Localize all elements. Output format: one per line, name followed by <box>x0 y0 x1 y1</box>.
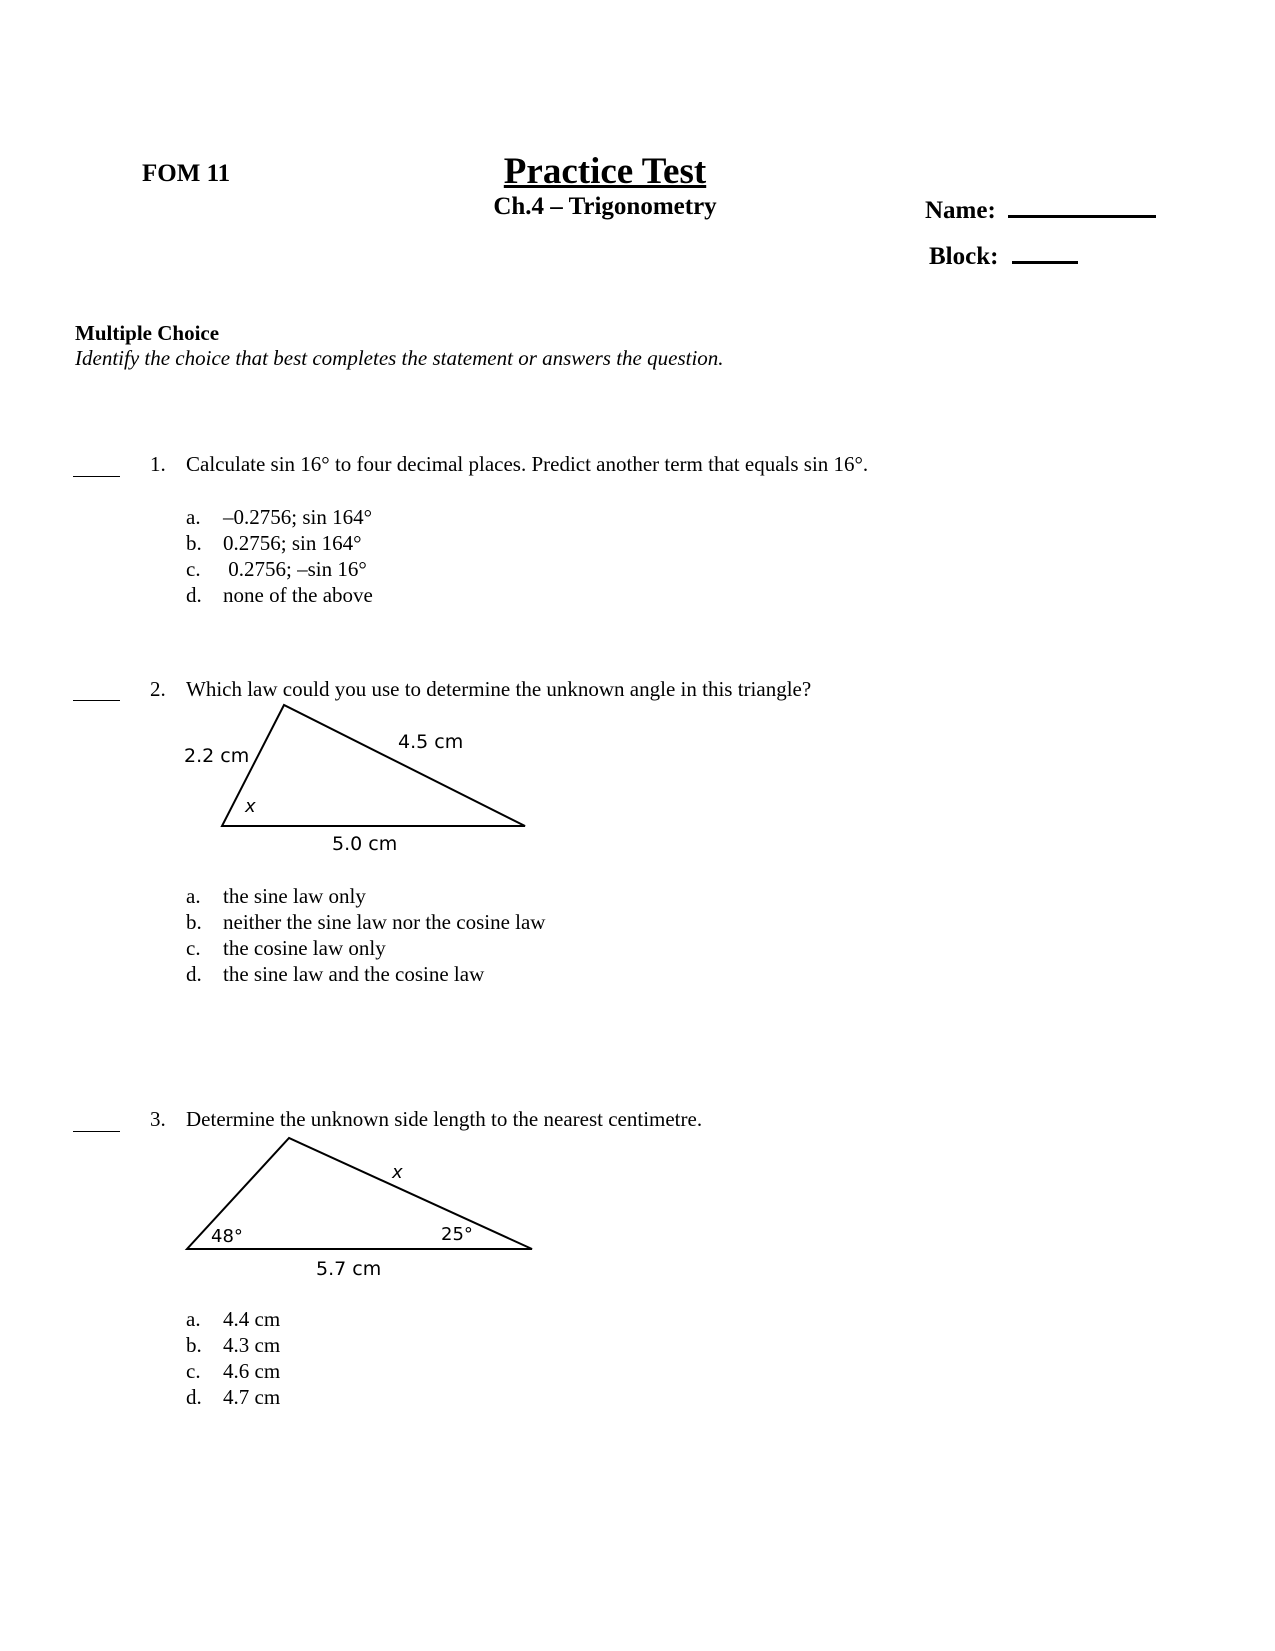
angle-label-left: 48° <box>211 1226 243 1247</box>
choice-letter: a. <box>186 505 201 529</box>
side-label-unknown: x <box>392 1162 403 1183</box>
question-number: 2. <box>150 677 166 701</box>
question-text: Calculate sin 16° to four decimal places. Predict another term that equals sin 16°. <box>186 452 869 476</box>
choice-letter: d. <box>186 1385 202 1409</box>
choice-letter: a. <box>186 884 201 908</box>
choice-text: 4.7 cm <box>223 1385 281 1409</box>
choice-text: –0.2756; sin 164° <box>223 505 372 529</box>
choice-text: 0.2756; –sin 16° <box>223 557 367 581</box>
choice-text: 4.4 cm <box>223 1307 281 1331</box>
angle-label: x <box>245 796 256 817</box>
choice-letter: d. <box>186 583 202 607</box>
choice-letter: b. <box>186 531 202 555</box>
choice-letter: d. <box>186 962 202 986</box>
choice-text: the sine law only <box>223 884 366 908</box>
side-label-right: 4.5 cm <box>398 731 464 753</box>
choice-text: the cosine law only <box>223 936 386 960</box>
choice-letter: a. <box>186 1307 201 1331</box>
choice-letter: c. <box>186 936 201 960</box>
course-code: FOM 11 <box>142 160 231 187</box>
page-subtitle: Ch.4 – Trigonometry <box>493 193 717 220</box>
side-label-bottom: 5.7 cm <box>316 1258 382 1280</box>
choice-letter: b. <box>186 910 202 934</box>
question-number: 3. <box>150 1107 166 1131</box>
choice-text: 4.6 cm <box>223 1359 281 1383</box>
question-text: Which law could you use to determine the unknown angle in this triangle? <box>186 677 812 701</box>
choice-text: 4.3 cm <box>223 1333 281 1357</box>
choice-letter: c. <box>186 1359 201 1383</box>
choice-text: none of the above <box>223 583 373 607</box>
question-number: 1. <box>150 452 166 476</box>
block-label: Block: <box>929 243 999 270</box>
side-label-left: 2.2 cm <box>184 745 250 767</box>
choice-text: 0.2756; sin 164° <box>223 531 362 555</box>
question-text: Determine the unknown side length to the nearest centimetre. <box>186 1107 703 1131</box>
side-label-bottom: 5.0 cm <box>332 833 398 855</box>
name-label: Name: <box>925 197 996 224</box>
section-heading: Multiple Choice <box>75 321 220 345</box>
choice-text: the sine law and the cosine law <box>223 962 485 986</box>
choice-text: neither the sine law nor the cosine law <box>223 910 546 934</box>
page-title: Practice Test <box>503 151 707 192</box>
angle-label-right: 25° <box>441 1224 473 1245</box>
section-instruction: Identify the choice that best completes the statement or answers the question. <box>75 346 724 370</box>
choice-letter: b. <box>186 1333 202 1357</box>
choice-letter: c. <box>186 557 201 581</box>
